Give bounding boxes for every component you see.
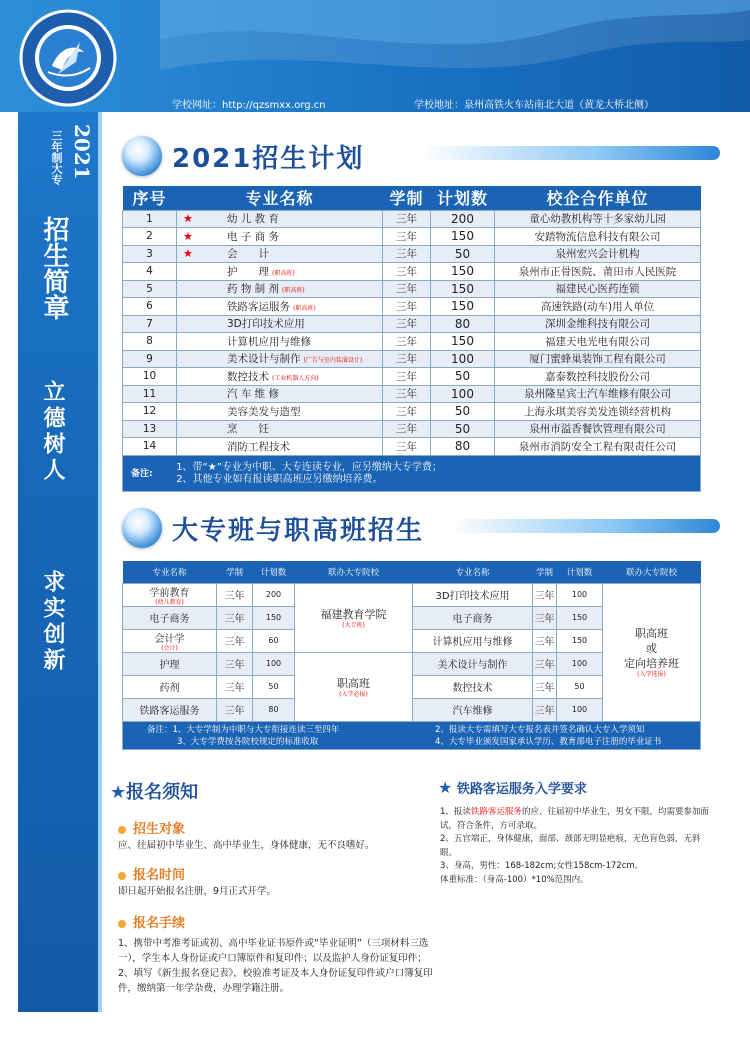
class-cell-name: 电子商务 [123, 606, 217, 629]
school-logo-emblem [18, 8, 118, 108]
major-name: 汽 车 维 修 [227, 388, 280, 401]
class-cell-count: 150 [253, 606, 295, 629]
class-cell-count: 50 [557, 675, 603, 698]
railway-req-3: 3、身高，男性：168-182cm;女性158cm-172cm。 [440, 861, 644, 871]
plan-cell-count: 50 [431, 368, 495, 386]
college-class-table [122, 561, 701, 750]
class-cell-years: 三年 [217, 583, 253, 606]
enrollment-plan-table [122, 186, 701, 492]
plan-cell-years: 三年 [383, 438, 431, 456]
plan-cell-count: 80 [431, 315, 495, 333]
plan-remark [123, 455, 701, 491]
plan-col-header: 学制 [383, 186, 431, 210]
plan-cell-partner: 厦门蜜蜂巢装饰工程有限公司 [495, 350, 701, 368]
plan-cell-years: 三年 [383, 210, 431, 228]
plan-cell-years: 三年 [383, 263, 431, 281]
class-cell-years: 三年 [533, 606, 557, 629]
bubble-icon [122, 136, 162, 176]
class-cell-name: 电子商务 [413, 606, 533, 629]
plan-cell-years: 三年 [383, 385, 431, 403]
major-note: (职高班) [272, 269, 295, 277]
plan-cell-no: 10 [123, 368, 177, 386]
plan-cell-name [177, 210, 383, 228]
bubble-icon [122, 508, 162, 548]
plan-cell-name [177, 385, 383, 403]
plan-cell-count: 150 [431, 298, 495, 316]
class-section-title [122, 508, 424, 548]
plan-cell-no: 12 [123, 403, 177, 421]
class-col-header: 联办大专院校 [295, 561, 413, 583]
plan-cell-name [177, 280, 383, 298]
plan-cell-partner: 福建民心医药连锁 [495, 280, 701, 298]
plan-cell-name [177, 298, 383, 316]
class-remark-line: 3、大专学费按各院校规定的标准收取 [177, 737, 319, 747]
class-cell-name: 3D打印技术应用 [413, 583, 533, 606]
plan-cell-years: 三年 [383, 280, 431, 298]
class-col-header: 专业名称 [123, 561, 217, 583]
college-vocational-or-directed: 职高班 或 定向培养班 (入学选报) [603, 583, 701, 721]
class-cell-count: 80 [253, 698, 295, 721]
class-header-row [123, 561, 701, 583]
plan-row [123, 420, 701, 438]
class-cell-years: 三年 [217, 606, 253, 629]
plan-row [123, 333, 701, 351]
major-name: 美容美发与造型 [227, 405, 301, 418]
plan-row [123, 263, 701, 281]
plan-remark-line: 1、带“★”专业为中职、大专连读专业，应另缴纳大专学费； [176, 462, 442, 473]
bullet-dot-icon [118, 826, 126, 834]
notice-time-head: 报名时间 [118, 864, 185, 883]
plan-cell-count: 150 [431, 333, 495, 351]
plan-row [123, 385, 701, 403]
class-row [123, 583, 701, 606]
plan-cell-no: 11 [123, 385, 177, 403]
plan-row [123, 368, 701, 386]
plan-cell-partner: 泉州市溢香餐饮管理有限公司 [495, 420, 701, 438]
plan-cell-partner: 上海永琪美容美发连锁经营机构 [495, 403, 701, 421]
plan-title-swoosh [420, 146, 720, 160]
plan-cell-no: 6 [123, 298, 177, 316]
class-col-header: 联办大专院校 [603, 561, 701, 583]
plan-section-title [122, 136, 364, 176]
plan-cell-count: 150 [431, 263, 495, 281]
plan-cell-partner: 安踏物流信息科技有限公司 [495, 228, 701, 246]
major-name: 铁路客运服务 [227, 300, 290, 313]
plan-cell-name [177, 333, 383, 351]
class-cell-name: 计算机应用与维修 [413, 629, 533, 652]
plan-cell-name [177, 263, 383, 281]
major-name: 护 理 [227, 265, 269, 278]
plan-cell-years: 三年 [383, 403, 431, 421]
plan-col-header: 专业名称 [177, 186, 383, 210]
plan-row [123, 315, 701, 333]
class-cell-sub: (会计) [161, 644, 178, 652]
plan-cell-count: 80 [431, 438, 495, 456]
plan-cell-years: 三年 [383, 228, 431, 246]
class-cell-name: 护理 [123, 652, 217, 675]
class-cell-name: 数控技术 [413, 675, 533, 698]
class-cell-count: 100 [557, 652, 603, 675]
sidebar-motto-1: 立德树人 [40, 380, 66, 484]
class-cell-count: 60 [253, 629, 295, 652]
class-remark-line: 2、报读大专需填写大专报名表并签名确认大专入学须知 [435, 725, 645, 735]
class-cell-name: 会计学 (会计) [123, 629, 217, 652]
procedure-step: 1、携带中考准考证或初、高中毕业证书原件或“毕业证明”（三项材料三选一），学生本人身份证或户口簿原件和复印件；以及监护人身份证复印件； [118, 938, 429, 964]
class-cell-years: 三年 [533, 698, 557, 721]
class-remark [123, 721, 701, 749]
plan-cell-count: 100 [431, 385, 495, 403]
notice-time-body: 即日起开始报名注册，9月正式开学。 [118, 886, 277, 897]
sidebar-brochure-title: 招生简章 [39, 216, 69, 320]
plan-cell-partner: 泉州隆星宾士汽车维修有限公司 [495, 385, 701, 403]
sidebar-system: 三年制大专 [50, 130, 63, 185]
plan-cell-count: 50 [431, 403, 495, 421]
star-icon: ★ [183, 212, 193, 226]
plan-cell-partner: 泉州市消防安全工程有限责任公司 [495, 438, 701, 456]
plan-row [123, 403, 701, 421]
college-vocational-class: 职高班 (入学必报) [295, 652, 413, 721]
plan-row [123, 228, 701, 246]
class-cell-years: 三年 [533, 629, 557, 652]
plan-remark-line: 2、其他专业如有报读职高班应另缴纳培养费。 [176, 474, 383, 485]
plan-cell-years: 三年 [383, 245, 431, 263]
plan-cell-partner: 童心幼教机构等十多家幼儿园 [495, 210, 701, 228]
major-name: 3D打印技术应用 [227, 318, 305, 331]
plan-cell-partner: 嘉泰数控科技股份公司 [495, 368, 701, 386]
plan-cell-partner: 高速铁路(动车)用人单位 [495, 298, 701, 316]
major-note: (广告与室内装潢设计) [303, 357, 363, 365]
plan-cell-count: 150 [431, 280, 495, 298]
plan-row [123, 280, 701, 298]
sidebar-year: 2021 [70, 124, 94, 180]
plan-cell-no: 9 [123, 350, 177, 368]
plan-col-header: 计划数 [431, 186, 495, 210]
plan-cell-no: 5 [123, 280, 177, 298]
class-cell-count: 100 [253, 652, 295, 675]
class-cell-years: 三年 [533, 583, 557, 606]
plan-cell-no: 8 [123, 333, 177, 351]
class-cell-name: 药剂 [123, 675, 217, 698]
plan-cell-partner: 福建天电光电有限公司 [495, 333, 701, 351]
major-note: (职高班) [282, 287, 305, 295]
plan-cell-no: 7 [123, 315, 177, 333]
notice-procedure-body [118, 936, 433, 996]
railway-req-1: 1、报读铁路客运服务的应、往届初中毕业生，男女不限，均需要参加面试，符合条件，方可录取。 [440, 807, 709, 831]
plan-cell-partner: 泉州市正骨医院、莆田市人民医院 [495, 263, 701, 281]
plan-cell-no: 4 [123, 263, 177, 281]
class-cell-count: 50 [253, 675, 295, 698]
plan-cell-years: 三年 [383, 298, 431, 316]
plan-row [123, 210, 701, 228]
plan-col-header: 校企合作单位 [495, 186, 701, 210]
class-col-header: 计划数 [557, 561, 603, 583]
procedure-step: 2、填写《新生报名登记表》，校验准考证及本人身份证复印件或户口簿复印件，缴纳第一年学杂费，办理学籍注册。 [118, 968, 433, 994]
major-name: 数控技术 [227, 370, 269, 383]
class-cell-name: 铁路客运服务 [123, 698, 217, 721]
college-fujian-education: 福建教育学院 (大专班) [295, 583, 413, 652]
plan-cell-count: 150 [431, 228, 495, 246]
plan-cell-no: 3 [123, 245, 177, 263]
class-cell-years: 三年 [217, 629, 253, 652]
plan-header-row [123, 186, 701, 210]
railway-requirements [440, 806, 715, 887]
railway-req-2: 2、五官端正，身体健康，面部、颈部无明显疤痕，无色盲色弱，无斜眼。 [440, 834, 701, 858]
plan-cell-name [177, 368, 383, 386]
railway-req-4: 体重标准：（身高-100）*10%范围内。 [440, 874, 589, 885]
class-remark-line: 4、大专毕业颁发国家承认学历、教育部电子注册的毕业证书 [435, 737, 662, 747]
plan-row [123, 245, 701, 263]
plan-col-header: 序号 [123, 186, 177, 210]
class-title-text: 大专班与职高班招生 [172, 515, 425, 546]
star-icon: ★ [110, 782, 127, 803]
plan-cell-years: 三年 [383, 350, 431, 368]
plan-title-text: 2021招生计划 [172, 143, 365, 174]
school-website[interactable]: 学校网址：http://qzsmxx.org.cn [172, 100, 326, 111]
plan-cell-no: 2 [123, 228, 177, 246]
plan-row [123, 438, 701, 456]
plan-cell-years: 三年 [383, 333, 431, 351]
plan-remark-label: 备注: [131, 469, 153, 479]
plan-cell-name [177, 420, 383, 438]
plan-cell-count: 200 [431, 210, 495, 228]
sidebar-stripe [98, 112, 102, 1012]
plan-cell-name [177, 228, 383, 246]
plan-cell-name [177, 245, 383, 263]
plan-cell-name [177, 350, 383, 368]
notice-procedure-head: 报名手续 [118, 912, 185, 931]
class-cell-name: 学前教育 (幼儿教育) [123, 583, 217, 606]
plan-cell-count: 100 [431, 350, 495, 368]
major-note: (工业机器人方向) [272, 374, 319, 382]
class-cell-sub: (幼儿教育) [155, 598, 184, 606]
plan-row [123, 350, 701, 368]
major-name: 幼 儿 教 育 [227, 213, 280, 226]
star-icon: ★ [183, 229, 193, 243]
class-cell-years: 三年 [217, 698, 253, 721]
plan-cell-no: 14 [123, 438, 177, 456]
major-note: (职高班) [293, 304, 316, 312]
class-cell-years: 三年 [217, 652, 253, 675]
plan-cell-no: 1 [123, 210, 177, 228]
sidebar-motto-2: 求实创新 [40, 570, 66, 674]
major-name: 消防工程技术 [227, 440, 290, 453]
bullet-dot-icon [118, 920, 126, 928]
notice-target-body: 应、往届初中毕业生、高中毕业生，身体健康，无不良嗜好。 [118, 840, 375, 851]
class-col-header: 计划数 [253, 561, 295, 583]
plan-cell-name [177, 403, 383, 421]
major-name: 计算机应用与维修 [227, 335, 311, 348]
notice-target-head: 招生对象 [118, 818, 185, 837]
class-cell-name: 美术设计与制作 [413, 652, 533, 675]
star-icon: ★ [183, 247, 193, 261]
major-name: 药 物 制 剂 [227, 283, 280, 296]
plan-cell-partner: 深圳金维科技有限公司 [495, 315, 701, 333]
class-cell-count: 100 [557, 698, 603, 721]
plan-cell-no: 13 [123, 420, 177, 438]
star-icon: ★ [438, 778, 453, 797]
railway-title: ★ 铁路客运服务入学要求 [438, 778, 587, 797]
major-name: 美术设计与制作 [227, 353, 301, 366]
bullet-dot-icon [118, 872, 126, 880]
class-cell-years: 三年 [533, 675, 557, 698]
class-col-header: 学制 [217, 561, 253, 583]
left-sidebar [18, 112, 98, 1012]
major-name: 电 子 商 务 [227, 230, 280, 243]
class-cell-years: 三年 [217, 675, 253, 698]
class-cell-count: 200 [253, 583, 295, 606]
plan-cell-years: 三年 [383, 368, 431, 386]
class-cell-count: 150 [557, 629, 603, 652]
class-title-swoosh [450, 519, 720, 533]
class-col-header: 学制 [533, 561, 557, 583]
school-address: 学校地址：泉州高铁火车站南北大道（黄龙大桥北侧） [414, 100, 654, 111]
notice-title: ★报名须知 [110, 782, 199, 803]
plan-cell-name [177, 438, 383, 456]
class-remark-line: 备注：1、大专学制为中职与大专衔接连读三至四年 [147, 725, 340, 735]
class-cell-count: 150 [557, 606, 603, 629]
plan-cell-name [177, 315, 383, 333]
major-name: 烹 饪 [227, 423, 269, 436]
plan-cell-partner: 泉州宏兴会计机构 [495, 245, 701, 263]
plan-row [123, 298, 701, 316]
class-cell-count: 100 [557, 583, 603, 606]
major-name: 会 计 [227, 248, 269, 261]
class-cell-name: 汽车维修 [413, 698, 533, 721]
class-cell-years: 三年 [533, 652, 557, 675]
plan-cell-count: 50 [431, 245, 495, 263]
plan-cell-years: 三年 [383, 420, 431, 438]
plan-cell-years: 三年 [383, 315, 431, 333]
plan-cell-count: 50 [431, 420, 495, 438]
class-col-header: 专业名称 [413, 561, 533, 583]
